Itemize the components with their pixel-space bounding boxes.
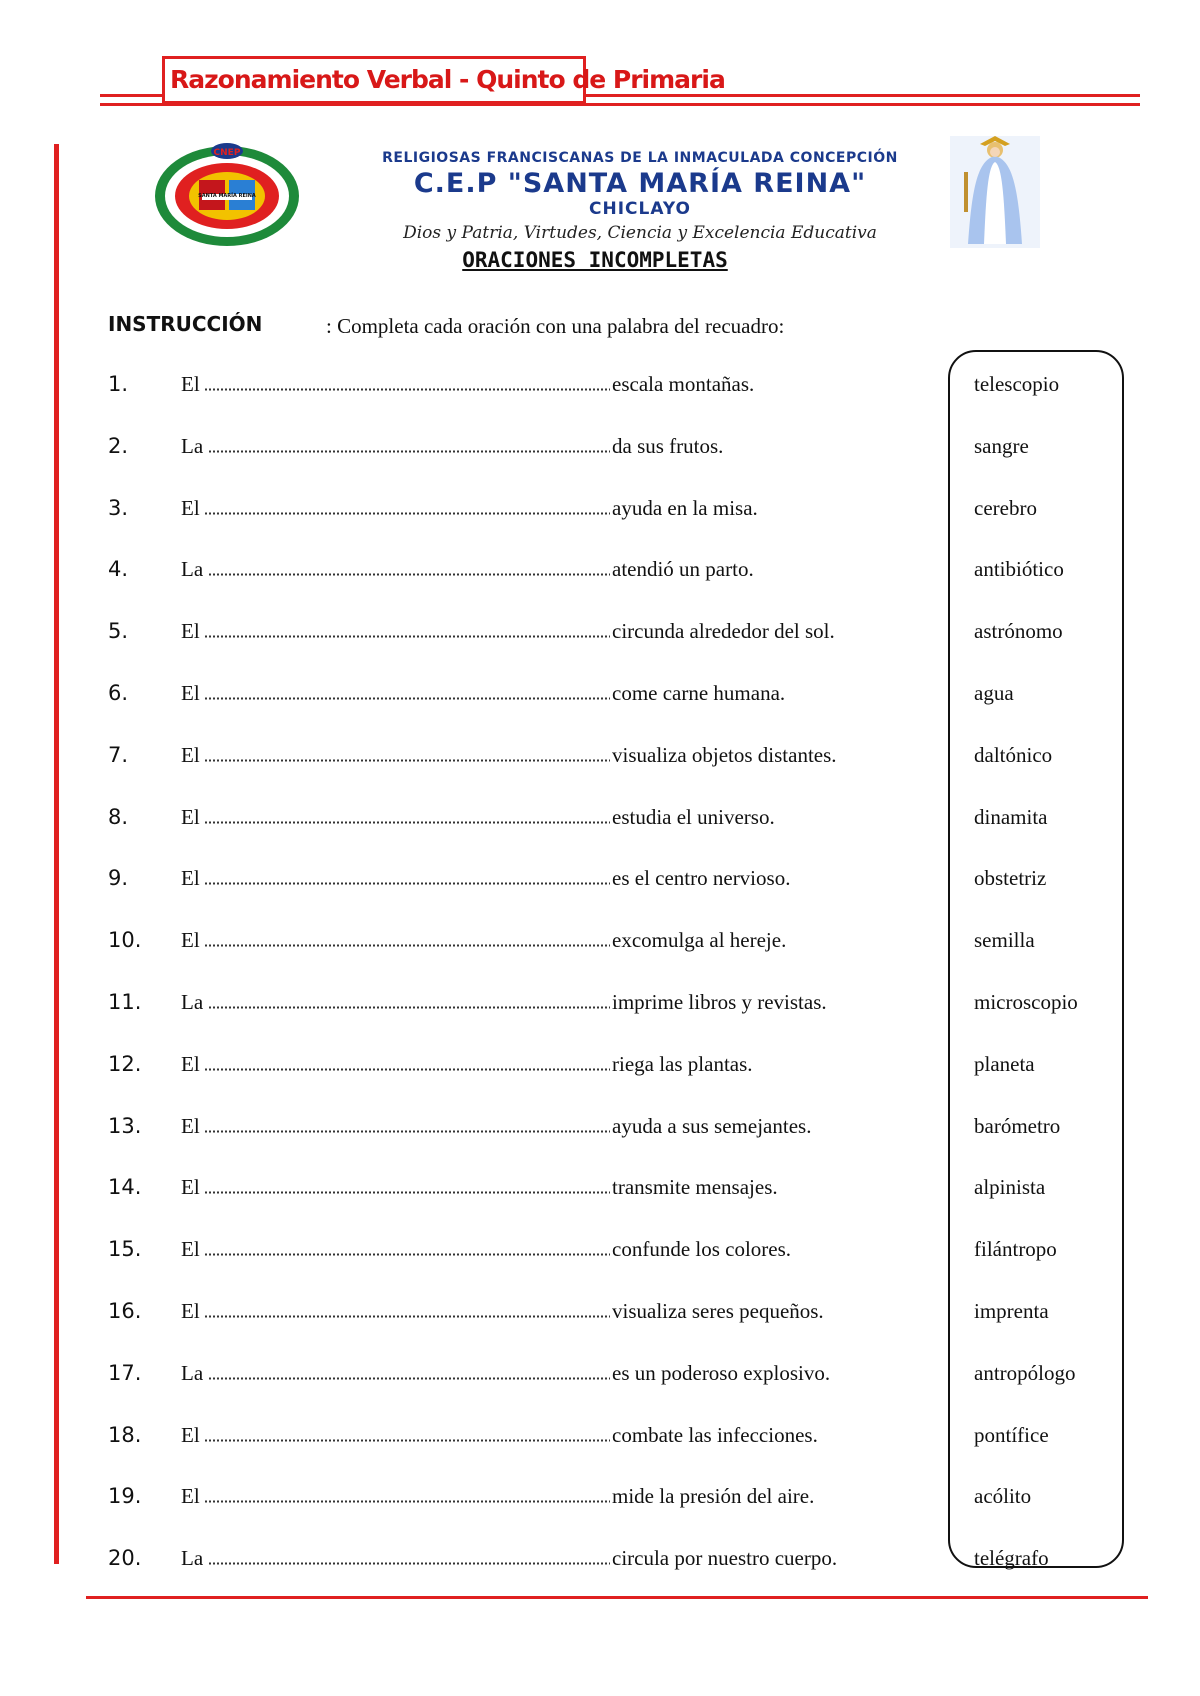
sentence-article: La (181, 1360, 204, 1385)
blank-line[interactable] (204, 1253, 610, 1256)
word-bank-item: acólito (974, 1484, 1032, 1509)
sentence-row (0, 1175, 1200, 1205)
sentence-ending: ayuda a sus semejantes. (612, 1113, 812, 1138)
sentence-ending: atendió un parto. (612, 557, 754, 582)
sentence-row (0, 928, 1200, 958)
sentence-ending: riega las plantas. (612, 1051, 753, 1076)
sentence-number: 6. (108, 681, 129, 705)
sentence-article: La (181, 1546, 204, 1571)
blank-line[interactable] (208, 1377, 610, 1380)
sentence-number: 11. (108, 990, 142, 1014)
sentence-number: 3. (108, 495, 129, 520)
crest-center-text: SANTA MARÍA REINA (198, 193, 256, 199)
header-rule-top (100, 94, 164, 97)
sentence-article: El (181, 1175, 200, 1200)
school-city: CHICLAYO (588, 199, 692, 219)
blank-line[interactable] (204, 821, 610, 824)
word-bank-item: antibiótico (974, 557, 1064, 582)
instruction-text: : Completa cada oración con una palabra del recuadro: (326, 314, 785, 338)
left-margin-rule (54, 144, 59, 1564)
sentence-number: 8. (108, 804, 129, 829)
sentence-article: La (181, 557, 204, 582)
blank-line[interactable] (204, 512, 610, 515)
sentence-ending: confunde los colores. (612, 1237, 792, 1262)
sentence-row (0, 866, 1200, 896)
sentence-ending: visualiza seres pequeños. (612, 1299, 824, 1323)
sentence-row (0, 372, 1200, 402)
sentence-number: 4. (108, 557, 129, 582)
word-bank-item: astrónomo (974, 619, 1063, 644)
sentence-article: El (181, 742, 200, 767)
word-bank-item: daltónico (974, 742, 1053, 767)
word-bank-item: telescopio (974, 372, 1060, 396)
sentence-number: 2. (108, 433, 129, 458)
sentence-article: El (181, 1422, 200, 1447)
sentence-row (0, 681, 1200, 711)
sentence-row (0, 805, 1200, 835)
blank-line[interactable] (204, 1500, 610, 1503)
sentence-number: 14. (108, 1175, 142, 1200)
sentence-article: La (181, 433, 204, 458)
sentence-row (0, 619, 1200, 649)
sentence-article: La (181, 990, 204, 1014)
sentence-row (0, 1299, 1200, 1329)
sentence-article: El (181, 372, 200, 396)
sentence-article: El (181, 1237, 200, 1262)
word-bank-item: sangre (974, 433, 1029, 458)
blank-line[interactable] (204, 882, 610, 885)
sentence-ending: estudia el universo. (612, 804, 775, 829)
sentence-ending: circunda alrededor del sol. (612, 619, 835, 644)
sentence-number: 9. (108, 866, 129, 891)
word-bank-item: pontífice (974, 1422, 1049, 1447)
sentence-ending: circula por nuestro cuerpo. (612, 1546, 838, 1571)
sentence-ending: come carne humana. (612, 681, 786, 705)
blank-line[interactable] (204, 388, 610, 391)
sentence-ending: imprime libros y revistas. (612, 990, 827, 1014)
school-motto: Dios y Patria, Virtudes, Ciencia y Excelencia Educativa (403, 223, 877, 243)
sentence-ending: es un poderoso explosivo. (612, 1360, 831, 1385)
sentence-row (0, 990, 1200, 1020)
sentence-number: 18. (108, 1422, 142, 1447)
blank-line[interactable] (204, 1068, 610, 1071)
school-header (340, 150, 940, 243)
sentence-article: El (181, 495, 200, 520)
word-bank-item: telégrafo (974, 1546, 1049, 1571)
sentence-number: 13. (108, 1113, 142, 1138)
footer-rule (86, 1596, 1148, 1599)
blank-line[interactable] (204, 635, 610, 638)
blank-line[interactable] (208, 1562, 610, 1565)
sentence-row (0, 1114, 1200, 1144)
sentence-number: 5. (108, 619, 129, 644)
sentence-row (0, 1484, 1200, 1514)
sentence-row (0, 1052, 1200, 1082)
sentence-row (0, 557, 1200, 587)
sentence-ending: ayuda en la misa. (612, 495, 758, 520)
word-bank-item: barómetro (974, 1113, 1061, 1138)
blank-line[interactable] (204, 1130, 610, 1133)
sentence-article: El (181, 1113, 200, 1138)
sentence-number: 10. (108, 928, 142, 953)
sentence-number: 1. (108, 372, 129, 396)
blank-line[interactable] (204, 1439, 610, 1442)
sentence-row (0, 496, 1200, 526)
virgin-mary-image (950, 136, 1040, 248)
sentence-ending: visualiza objetos distantes. (612, 742, 837, 767)
word-bank-item: semilla (974, 928, 1035, 953)
sentence-row (0, 1237, 1200, 1267)
sentence-number: 19. (108, 1484, 142, 1509)
sentence-number: 7. (108, 742, 129, 767)
sentence-article: El (181, 1051, 200, 1076)
word-bank-item: obstetriz (974, 866, 1047, 891)
sentence-ending: da sus frutos. (612, 433, 724, 458)
school-crest-logo (152, 140, 302, 248)
instruction-label: INSTRUCCIÓN (108, 312, 263, 336)
sentence-row (0, 1423, 1200, 1453)
blank-line[interactable] (204, 697, 610, 700)
blank-line[interactable] (204, 1315, 610, 1318)
sentence-article: El (181, 928, 200, 953)
blank-line[interactable] (204, 759, 610, 762)
sentence-ending: escala montañas. (612, 372, 755, 396)
sentence-ending: mide la presión del aire. (612, 1484, 815, 1509)
blank-line[interactable] (208, 450, 610, 453)
school-order: RELIGIOSAS FRANCISCANAS DE LA INMACULADA CONCEPCIÓN (382, 150, 898, 166)
sentence-ending: combate las infecciones. (612, 1422, 818, 1447)
sentence-number: 20. (108, 1546, 142, 1571)
blank-line[interactable] (204, 1191, 610, 1194)
word-bank-item: alpinista (974, 1175, 1046, 1200)
word-bank-item: dinamita (974, 804, 1048, 829)
sentence-row (0, 434, 1200, 464)
worksheet-title: ORACIONES INCOMPLETAS (462, 248, 728, 272)
sentence-article: El (181, 866, 200, 891)
header-banner: Razonamiento Verbal - Quinto de Primaria (170, 65, 725, 94)
sentence-article: El (181, 681, 200, 705)
word-bank-item: filántropo (974, 1237, 1057, 1262)
sentence-number: 12. (108, 1051, 142, 1076)
sentence-number: 15. (108, 1237, 142, 1262)
sentence-row (0, 1361, 1200, 1391)
crest-top-text: CNEP (213, 148, 241, 158)
sentence-ending: transmite mensajes. (612, 1175, 778, 1200)
sentence-article: El (181, 619, 200, 644)
sentence-row (0, 1546, 1200, 1576)
word-bank-item: cerebro (974, 495, 1037, 520)
word-bank-item: imprenta (974, 1299, 1049, 1323)
blank-line[interactable] (204, 944, 610, 947)
word-bank-item: microscopio (974, 990, 1078, 1014)
sentence-number: 17. (108, 1360, 142, 1385)
sentence-row (0, 743, 1200, 773)
sentence-ending: es el centro nervioso. (612, 866, 791, 891)
sentence-ending: excomulga al hereje. (612, 928, 787, 953)
blank-line[interactable] (208, 573, 610, 576)
sentence-article: El (181, 804, 200, 829)
sentence-article: El (181, 1299, 200, 1323)
school-name: C.E.P "SANTA MARÍA REINA" (413, 168, 867, 199)
sentence-number: 16. (108, 1299, 142, 1323)
word-bank-item: antropólogo (974, 1360, 1076, 1385)
word-bank-item: agua (974, 681, 1014, 705)
blank-line[interactable] (208, 1006, 610, 1009)
sentence-article: El (181, 1484, 200, 1509)
word-bank-item: planeta (974, 1051, 1035, 1076)
